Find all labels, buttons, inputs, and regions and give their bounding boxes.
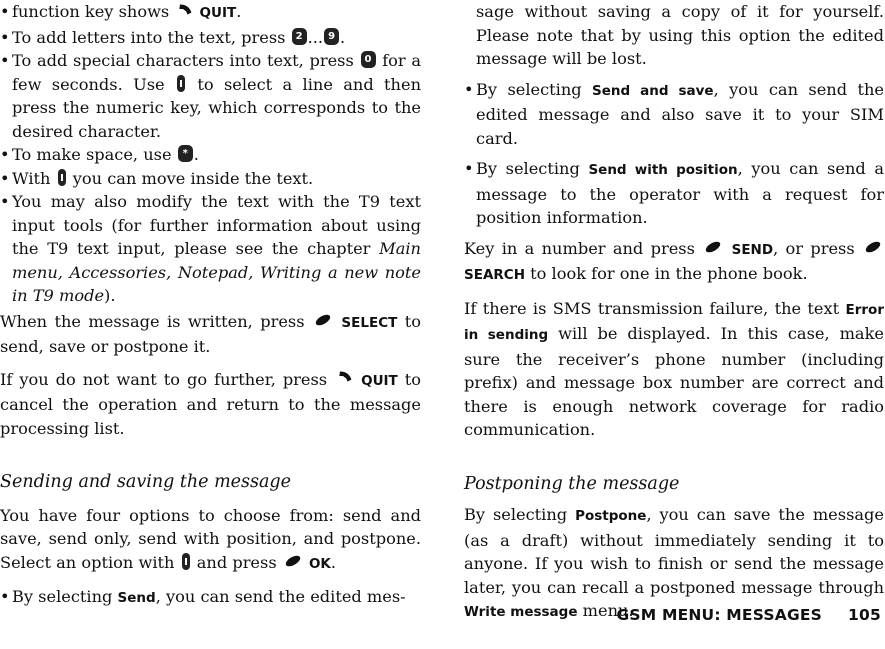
end-key-icon — [336, 371, 352, 385]
bullet-send-with-position: • By selecting Send with position, you can send a message to the operator with a request for position information. — [464, 157, 884, 230]
bullet-add-letters: • To add letters into the text, press 2 ... 9 . — [0, 26, 421, 50]
bullet-send: • By selecting Send, you can send the edited mes- — [0, 585, 421, 611]
section-heading-postponing: Postponing the message — [464, 473, 680, 494]
key-0-icon: 0 — [361, 51, 376, 68]
bullet-space: • To make space, use * . — [0, 143, 421, 167]
navigation-key-icon — [177, 75, 185, 92]
key-9-icon: 9 — [324, 28, 339, 45]
end-key-icon — [176, 4, 192, 18]
paragraph-failure: If there is SMS transmission failure, the text Error in sending will be displayed. In this case, make sure the receiver’s phone number (including prefix) and message box number are correct and there is enough network coverage for radio communication. — [464, 298, 884, 439]
continued-line: • function key shows QUIT. — [0, 0, 421, 26]
paragraph-options: You have four options to choose from: send and save, send only, send with position, and postpone. Select an option with and press OK. — [0, 505, 421, 572]
bullet-t9: • You may also modify the text with the T9 text input tools (for further information about using the T9 text input, please see the chapter Main menu, Accessories, Notepad, Writing a new note in T9 mode). — [0, 190, 421, 308]
navigation-key-icon — [182, 553, 190, 570]
chapter-reference: Main menu, Accessories, Notepad, Writing a new note in T9 mode — [12, 239, 421, 305]
bullet-move: • With you can move inside the text. — [0, 167, 421, 191]
key-star-icon: * — [178, 145, 193, 162]
paragraph-postpone: By selecting Postpone, you can save the message (as a draft) without immediately sending it to anyone. If you wish to finish or send the message later, you can recall a postponed message through Write message menu. — [464, 505, 884, 620]
left-column — [0, 0, 421, 611]
continued-send-text: sage without saving a copy of it for yourself. Please note that by using this option the edited message will be lost. — [476, 2, 884, 68]
navigation-key-icon — [58, 169, 66, 186]
page-number: 105 — [848, 606, 881, 624]
paragraph-quit: If you do not want to go further, press QUIT to cancel the operation and return to the message processing list. — [0, 369, 422, 438]
call-key-icon — [284, 555, 302, 567]
call-key-icon — [864, 241, 882, 253]
call-key-icon — [314, 314, 332, 326]
paragraph-send-search: Key in a number and press SEND, or press SEARCH to look for one in the phone book. — [464, 237, 884, 288]
bullet-send-and-save: • By selecting Send and save, you can send the edited message and also save it to your SIM card. — [464, 78, 884, 151]
bullet-special-characters: • To add special characters into text, press 0 for a few seconds. Use to select a line and then press the numeric key, which corresponds to the desired character. — [0, 49, 421, 143]
page-footer — [616, 606, 881, 624]
section-heading-sending: Sending and saving the message — [0, 472, 291, 492]
key-2-icon: 2 — [292, 28, 307, 45]
call-key-icon — [704, 241, 722, 253]
paragraph-select: When the message is written, press SELECT to send, save or postpone it. — [0, 311, 422, 356]
section-title: GSM MENU: MESSAGES — [616, 606, 823, 624]
right-column — [464, 0, 884, 625]
